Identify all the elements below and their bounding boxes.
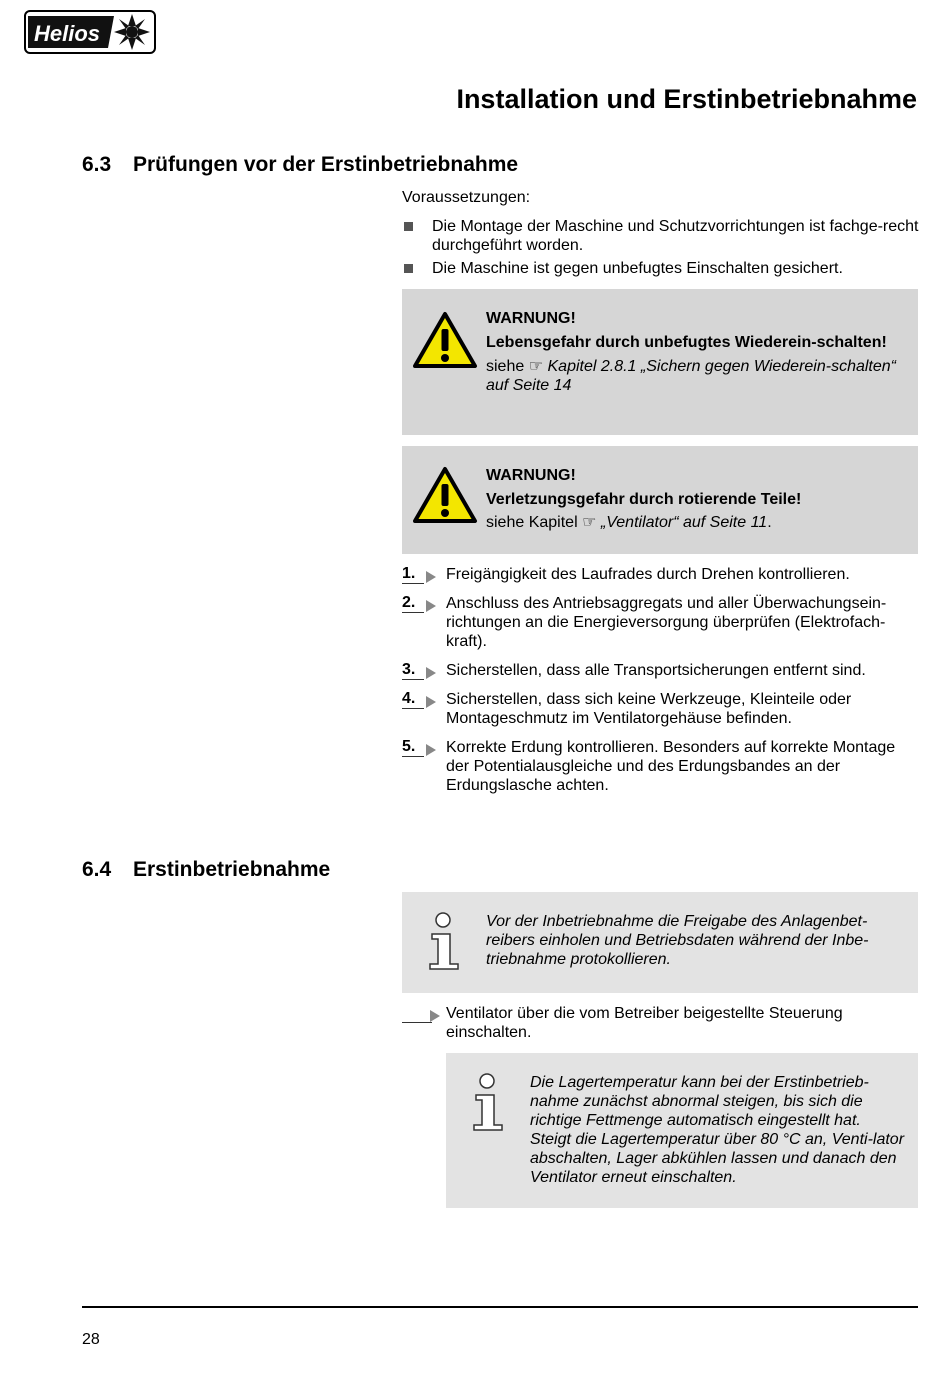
step-item — [402, 690, 922, 728]
logo-text: Helios — [34, 21, 101, 46]
warning-label: WARNUNG! — [486, 310, 576, 327]
step-number: 1. — [402, 565, 424, 584]
step-text: Sicherstellen, dass sich keine Werkzeuge, Kleinteile oder Montageschmutz im Ventilatorgehäuse befinden. — [446, 691, 852, 727]
info-box-approval — [402, 892, 918, 993]
warning-triangle-icon — [412, 466, 478, 529]
step-text: Sicherstellen, dass alle Transportsicherungen entfernt sind. — [446, 662, 866, 679]
chapter-reference-link[interactable]: „Ventilator“ auf Seite 11 — [600, 514, 768, 531]
step-number: 2. — [402, 594, 424, 613]
square-bullet-icon — [404, 222, 413, 231]
info-text: Die Lagertemperatur kann bei der Erstinbetrieb-nahme zunächst abnormal steigen, bis sich die richtige Fettmenge automatisch eingestellt hat. Steigt die Lagertemperatur über 80 °C an, Venti-lator abschalten, Lager abkühlen lassen und danach den Ventilator erneut einschalten. — [530, 1074, 905, 1186]
step-item — [402, 594, 922, 651]
section-title: Prüfungen vor der Erstinbetriebnahme — [133, 153, 519, 176]
page-number: 28 — [82, 1331, 100, 1348]
step-arrow-icon — [426, 667, 436, 679]
check-steps-list — [402, 565, 922, 805]
square-bullet-icon — [404, 264, 413, 273]
step-arrow-icon — [426, 744, 436, 756]
prerequisites-label: Voraussetzungen: — [402, 189, 531, 206]
chapter-reference-link[interactable]: Kapitel 2.8.1 „Sichern gegen Wiederein-schalten“ auf Seite 14 — [486, 358, 896, 394]
list-item: Die Montage der Maschine und Schutzvorrichtungen ist fachge-recht durchgeführt worden. — [402, 217, 922, 255]
step-text: Korrekte Erdung kontrollieren. Besonders auf korrekte Montage der Potentialausgleiche und des Erdungsbandes an der Erdungslasche achten. — [446, 739, 896, 794]
section-title: Erstinbetriebnahme — [133, 858, 331, 881]
step-number: 4. — [402, 690, 424, 709]
step-arrow-icon — [426, 696, 436, 708]
warning-triangle-icon — [412, 311, 478, 374]
hand-pointer-icon: ☞ — [582, 514, 597, 531]
list-item: Die Maschine ist gegen unbefugtes Einschalten gesichert. — [402, 259, 922, 278]
info-text: Vor der Inbetriebnahme die Freigabe des Anlagenbet-reibers einholen und Betriebsdaten während der Inbe-triebnahme protokollieren. — [486, 913, 869, 968]
step-number: 3. — [402, 661, 424, 680]
step-number: 5. — [402, 738, 424, 757]
step-item — [402, 661, 922, 680]
hand-pointer-icon: ☞ — [528, 358, 544, 375]
warning-title: Lebensgefahr durch unbefugtes Wiederein-schalten! — [486, 334, 887, 351]
helios-logo — [24, 10, 156, 54]
step-text: Freigängigkeit des Laufrades durch Drehen kontrollieren. — [446, 566, 850, 583]
step-arrow-icon — [426, 571, 436, 583]
step-item — [402, 565, 922, 584]
step-item — [402, 738, 922, 795]
reference-prefix: siehe — [486, 358, 525, 375]
action-line — [402, 1004, 432, 1023]
info-icon — [426, 912, 462, 977]
action-text: Ventilator über die vom Betreiber beigestellte Steuerung einschalten. — [446, 1005, 843, 1041]
warning-title: Verletzungsgefahr durch rotierende Teile! — [486, 491, 802, 508]
warning-box-reactivation — [402, 289, 918, 435]
section-heading-6-3 — [82, 153, 518, 177]
info-icon — [470, 1073, 506, 1138]
section-number: 6.3 — [82, 153, 112, 176]
section-heading-6-4 — [82, 858, 330, 882]
warning-label: WARNUNG! — [486, 467, 576, 484]
chapter-title: Installation und Erstinbetriebnahme — [456, 84, 917, 114]
footer-divider — [82, 1306, 918, 1308]
section-number: 6.4 — [82, 858, 112, 881]
step-arrow-icon — [430, 1010, 440, 1022]
warning-box-rotating-parts: WARNUNG! Verletzungsgefahr durch rotierende Teile! siehe Kapitel ☞ „Ventilator“ auf Seite 11. — [402, 446, 918, 554]
step-text: Anschluss des Antriebsaggregats und aller Überwachungsein-richtungen an die Energieversorgung überprüfen (Elektrofach-kraft). — [446, 595, 887, 650]
info-box-bearing-temperature — [446, 1053, 918, 1208]
prerequisites-list — [402, 217, 922, 282]
step-arrow-icon — [426, 600, 436, 612]
reference-prefix: siehe Kapitel — [486, 514, 578, 531]
action-step — [402, 1004, 922, 1042]
